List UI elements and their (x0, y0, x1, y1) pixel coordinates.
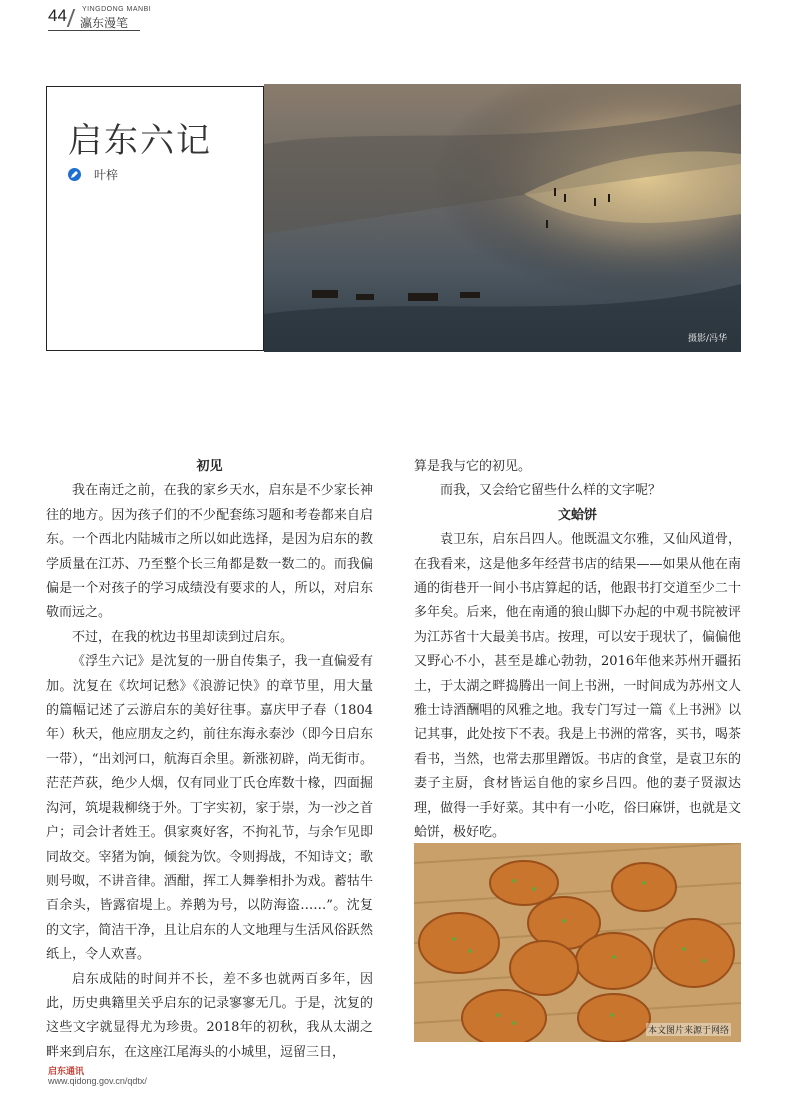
header-divider (67, 9, 76, 27)
pen-icon (68, 168, 81, 181)
section-heading: 初见 (196, 459, 223, 474)
photo-credit: 摄影/冯华 (687, 334, 727, 344)
footer-url[interactable]: www.qidong.gov.cn/qdtx/ (48, 1076, 147, 1086)
page-number: 44 (48, 6, 67, 25)
header-rule (48, 30, 140, 31)
paragraph: 我在南迁之前，在我的家乡天水，启东是不少家长神往的地方。因为孩子们的不少配套练习题和考卷都来自启东。一个西北内陆城市之所以如此选择，是因为启东的教学质量在江苏、乃至整个长三角都是数一数二的。而我偏偏是一个对孩子的学习成绩没有要求的人，所以，对启东敬而远之。 (46, 483, 373, 621)
article-author: 叶梓 (94, 168, 119, 182)
section-heading: 文蛤饼 (557, 507, 597, 523)
column-name-en: YINGDONG MANBI (82, 6, 152, 13)
clam-cake-photo (414, 843, 741, 1042)
tidal-flat-photo (264, 84, 741, 352)
column-name-cn: 瀛东漫笔 (80, 16, 129, 30)
paragraph: 算是我与它的初见。 (414, 459, 532, 474)
body-column-right (414, 455, 741, 846)
paragraph: 而我，又会给它留些什么样的文字呢？ (440, 483, 662, 499)
article-title: 启东六记 (68, 121, 212, 161)
magazine-logo: 启东通讯 (48, 1067, 85, 1077)
paragraph: 《浮生六记》是沈复的一册自传集子，我一直偏爱有加。沈复在《坎坷记愁》《浪游记快》的章节里，用大量的篇幅记述了云游启东的美好往事。嘉庆甲子春（1804年）秋天，他应朋友之约，前往东海永泰沙（即今日启东一带），“出刘河口，航海百余里。新涨初辟，尚无街市。茫茫芦荻，绝少人烟，仅有同业丁氏仓库数十椽，四面掘沟河，筑堤栽柳绕于外。丁字实初，家于崇，为一沙之首户；司会计者姓王。俱家爽好客，不拘礼节，与余乍见即同故交。宰猪为饷，倾瓮为饮。令则拇战，不知诗文；歌则号呶，不讲音律。酒酣，挥工人舞拳相扑为戏。蓄牯牛百余头，皆露宿堤上。养鹅为号，以防海盗……”。沈复的文字，简洁干净，且让启东的人文地理与生活风俗跃然纸上，令人欢喜。 (46, 654, 373, 963)
body-column-left (46, 455, 373, 1065)
paragraph: 不过，在我的枕边书里却读到过启东。 (72, 629, 294, 645)
food-photo-credit: 本文图片来源于网络 (646, 1023, 731, 1036)
paragraph: 袁卫东，启东吕四人。他既温文尔雅，又仙风道骨，在我看来，这是他多年经营书店的结果——如果从他在南通的街巷开一间小书店算起的话，他跟书打交道至少二十多年矣。后来，他在南通的狼山脚下办起的中观书院被评为江苏省十大最美书店。按理，可以安于现状了，偏偏他又野心不小，甚至是雄心勃勃，2016年他来苏州开疆拓土，于太湖之畔捣腾出一间上书洲，一时间成为苏州文人雅士诗酒酬唱的风雅之地。我专门写过一篇《上书洲》以记其事，此处按下不表。我是上书洲的常客，买书，喝茶看书，当然，也常去那里蹭饭。书店的食堂，是袁卫东的妻子主厨，食材皆运自他的家乡吕四。他的妻子贤淑达理，做得一手好菜。其中有一小吃，俗曰麻饼，也就是文蛤饼，极好吃。 (414, 532, 741, 841)
paragraph: 启东成陆的时间并不长，差不多也就两百多年，因此，历史典籍里关乎启东的记录寥寥无几。于是，沈复的这些文字就显得尤为珍贵。2018年的初秋，我从太湖之畔来到启东，在这座江尾海头的小城里，逗留三日， (46, 971, 373, 1060)
